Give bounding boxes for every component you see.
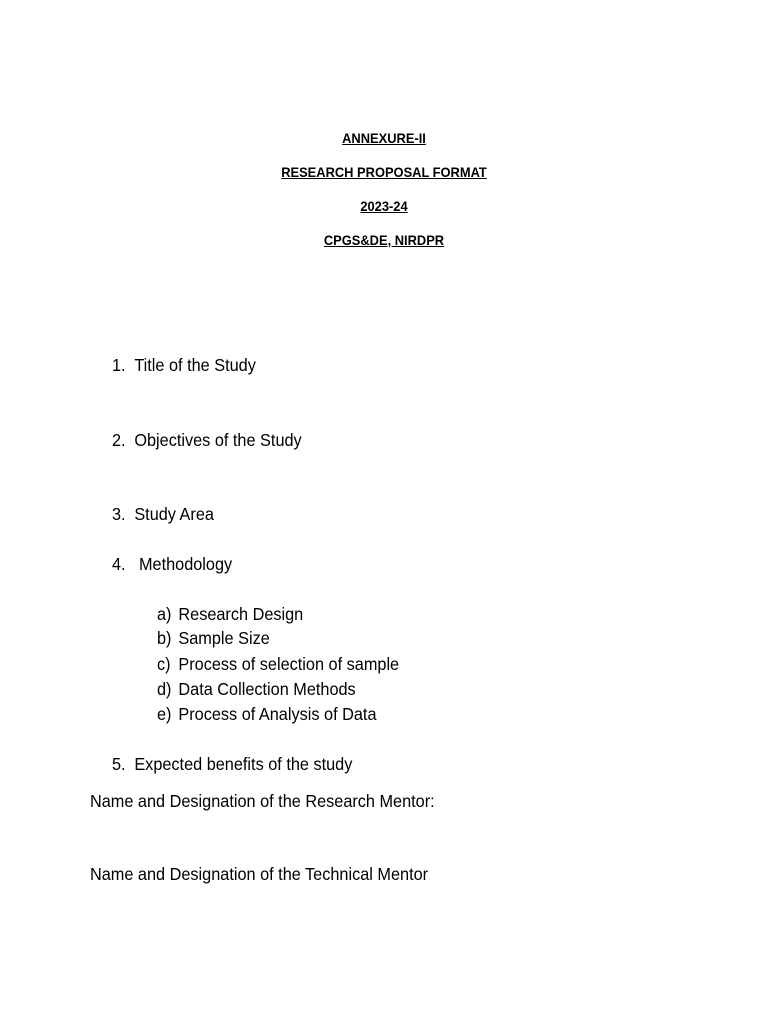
methodology-label: Research Design <box>178 604 304 624</box>
section-number: 1. <box>112 355 126 375</box>
annexure-heading: ANNEXURE-II <box>342 130 426 146</box>
methodology-item-research-design <box>157 604 303 625</box>
section-label: Objectives of the Study <box>134 430 302 450</box>
section-number: 2. <box>112 430 126 450</box>
methodology-item-data-collection <box>157 679 356 700</box>
methodology-label: Process of Analysis of Data <box>178 704 377 724</box>
methodology-letter: a) <box>157 604 172 624</box>
section-number: 5. <box>112 754 126 774</box>
section-label: Methodology <box>138 554 233 574</box>
section-item-expected-benefits <box>112 754 352 775</box>
section-number: 3. <box>112 504 126 524</box>
methodology-letter: e) <box>157 704 172 724</box>
year-heading: 2023-24 <box>360 198 408 214</box>
section-label: Title of the Study <box>134 355 256 375</box>
section-item-objectives <box>112 430 302 451</box>
methodology-label: Sample Size <box>178 628 270 648</box>
section-item-study-area <box>112 504 214 525</box>
methodology-item-data-analysis <box>157 704 377 725</box>
methodology-letter: c) <box>157 654 171 674</box>
institution-heading: CPGS&DE, NIRDPR <box>323 232 445 248</box>
methodology-letter: b) <box>157 628 172 648</box>
section-number: 4. <box>112 554 126 574</box>
methodology-label: Process of selection of sample <box>178 654 400 674</box>
research-mentor-line: Name and Designation of the Research Mentor: <box>90 791 435 811</box>
section-item-title <box>112 355 256 376</box>
methodology-item-sample-size <box>157 628 270 649</box>
section-label: Expected benefits of the study <box>134 754 353 774</box>
methodology-item-sample-selection <box>157 654 399 675</box>
section-item-methodology <box>112 554 232 575</box>
format-heading: RESEARCH PROPOSAL FORMAT <box>281 164 487 180</box>
methodology-letter: d) <box>157 679 172 699</box>
technical-mentor-line: Name and Designation of the Technical Mentor <box>90 864 429 884</box>
methodology-label: Data Collection Methods <box>178 679 356 699</box>
section-label: Study Area <box>134 504 214 524</box>
